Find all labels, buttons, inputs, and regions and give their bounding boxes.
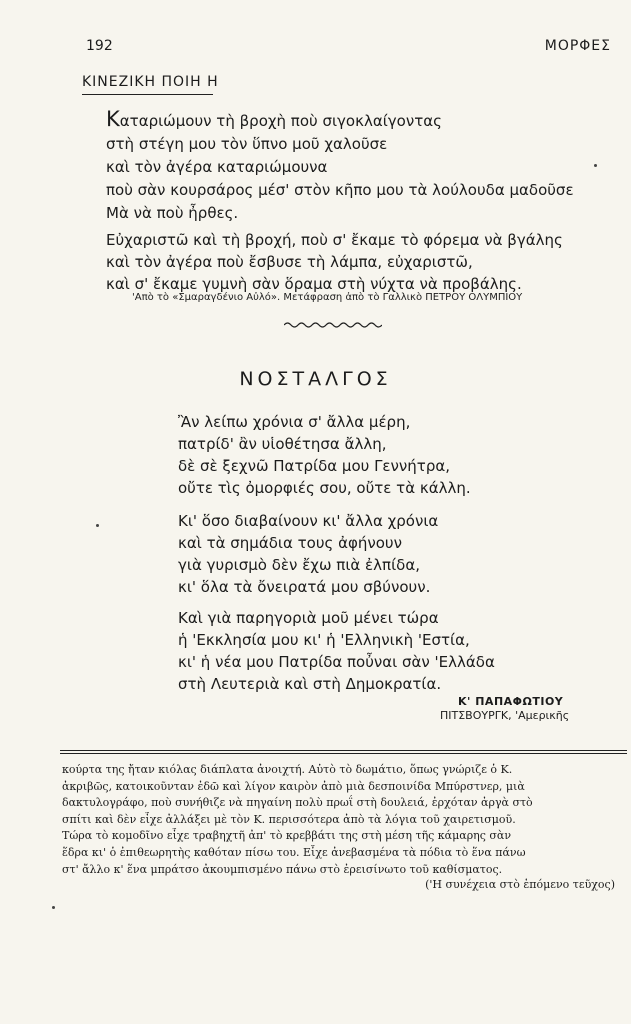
drop-cap: Κ <box>106 107 120 131</box>
poem-line: οὔτε τὶς ὀμορφιές σου, οὔτε τὰ κάλλη. <box>178 479 471 497</box>
poem-line: Κι' ὅσο διαβαίνουν κι' ἄλλα χρόνια <box>178 512 439 530</box>
divider-rule-top <box>60 750 627 751</box>
poem-line: Καταριώμουν τὴ βροχὴ ποὺ σιγοκλαίγοντας <box>106 107 442 131</box>
poem-line: Καὶ γιὰ παρηγοριὰ μοῦ μένει τώρα <box>178 609 439 627</box>
story-text <box>62 762 622 878</box>
poem-line: Εὐχαριστῶ καὶ τὴ βροχή, ποὺ σ' ἔκαμε τὸ φόρεμα νὰ βγάλης <box>106 231 563 249</box>
nostalgos-stanza-1 <box>178 411 471 499</box>
scan-speck <box>594 164 597 167</box>
poem-line: κι' ἡ νέα μου Πατρίδα ποὖναι σὰν 'Ελλάδα <box>178 653 495 671</box>
poem-line: καὶ τὸν ἀγέρα καταριώμουνα <box>106 158 328 176</box>
poem-line: ποὺ σὰν κουρσάρος μέσ' στὸν κῆπο μου τὰ λούλουδα μαδοῦσε <box>106 181 574 199</box>
poem-line: στὴ στέγη μου τὸν ὕπνο μοῦ χαλοῦσε <box>106 135 388 153</box>
poem-line: πατρίδ' ἂν υἱοθέτησα ἄλλη, <box>178 435 387 453</box>
poem-line: καὶ τὸν ἀγέρα ποὺ ἔσβυσε τὴ λάμπα, εὐχαριστῶ, <box>106 253 473 271</box>
author-location: ΠΙΤΣΒΟΥΡΓΚ, 'Αμερικῆς <box>440 709 570 722</box>
poem-line: κι' ὅλα τὰ ὄνειρατά μου σβύνουν. <box>178 578 431 596</box>
poem-line: καὶ τὰ σημάδια τους ἀφήνουν <box>178 534 402 552</box>
poem-line: δὲ σὲ ξεχνῶ Πατρίδα μου Γεννήτρα, <box>178 457 451 475</box>
ornamental-divider <box>284 320 382 330</box>
story-line: σπίτι καὶ δὲν εἶχε ἀλλάξει μὲ τὸν Κ. περισσότερα ἀπὸ τὰ λόγια τοῦ χαιρετισμοῦ. <box>62 812 516 826</box>
poem-line: ἡ 'Εκκλησία μου κι' ἡ 'Ελληνικὴ 'Εστία, <box>178 631 470 649</box>
divider-rule-bottom <box>60 753 627 754</box>
poem-author: Κ' ΠΑΠΑΦΩΤΙΟΥ <box>458 695 564 708</box>
story-line: ἕδρα κι' ὁ ἐπιθεωρητὴς καθόταν πίσω του. Εἶχε ἀνεβασμένα τὰ πόδια τὸ ἕνα πάνω <box>62 845 526 859</box>
magazine-title: ΜΟΡΦΕΣ <box>544 38 611 54</box>
nostalgos-stanza-3 <box>178 607 495 695</box>
section-underline <box>82 94 213 95</box>
scan-speck <box>96 524 99 527</box>
poem-title: ΝΟΣΤΑΛΓΟΣ <box>239 368 392 390</box>
scan-speck <box>52 906 55 909</box>
story-line: δακτυλογράφο, ποὺ συνήθιζε νὰ πηγαίνη πολὺ πρωΐ στὴ δουλειά, ἐρχόταν ἀργὰ στὸ <box>62 796 533 810</box>
poem-line: στὴ Λευτεριὰ καὶ στὴ Δημοκρατία. <box>178 675 442 693</box>
nostalgos-stanza-2 <box>178 510 438 598</box>
chinese-poem-stanza-2 <box>106 229 563 295</box>
section-heading: ΚΙΝΕΖΙΚΗ ΠΟΙΗ Η <box>82 74 219 90</box>
story-line: στ' ἄλλο κ' ἕνα μπράτσο ἀκουμπισμένο πάνω στὸ ἐρεισίνωτο τοῦ καθίσματος. <box>62 862 503 876</box>
page-number: 192 <box>86 38 113 54</box>
poem-line: Ἂν λείπω χρόνια σ' ἄλλα μέρη, <box>178 413 411 431</box>
story-line: κούρτα της ἤταν κιόλας διάπλατα ἀνοιχτή. Αὐτὸ τὸ δωμάτιο, ὅπως γνώριζε ὁ Κ. <box>62 763 513 776</box>
poem-line: γιὰ γυρισμὸ δὲν ἔχω πιὰ ἐλπίδα, <box>178 556 420 574</box>
chinese-poem-stanza-1 <box>106 108 574 225</box>
poem-line: καὶ σ' ἔκαμε γυμνὴ σὰν ὅραμα στὴ νύχτα νὰ προβάλης. <box>106 275 522 293</box>
story-line: ἀκριβῶς, κατοικοῦνταν ἐδῶ καὶ λίγον καιρὸν ἀπὸ μιὰ δεσποινίδα Μπύρστνερ, μιὰ <box>62 779 525 793</box>
poem-line: Μὰ νὰ ποὺ ἦρθες. <box>106 204 239 222</box>
translation-credit: 'Απὸ τὸ «Σμαραγδένιο Αὐλό». Μετάφραση ἀπὸ τὸ Γαλλικὸ ΠΕΤΡΟΥ ΟΛΥΜΠΙΟΥ <box>132 292 523 303</box>
continuation-note: ('Η συνέχεια στὸ ἑπόμενο τεῦχος) <box>425 878 615 891</box>
story-line: Τώρα τὸ κομοδῖνο εἶχε τραβηχτῆ ἀπ' τὸ κρεββάτι της στὴ μέση τῆς κάμαρης σὰν <box>62 829 512 843</box>
